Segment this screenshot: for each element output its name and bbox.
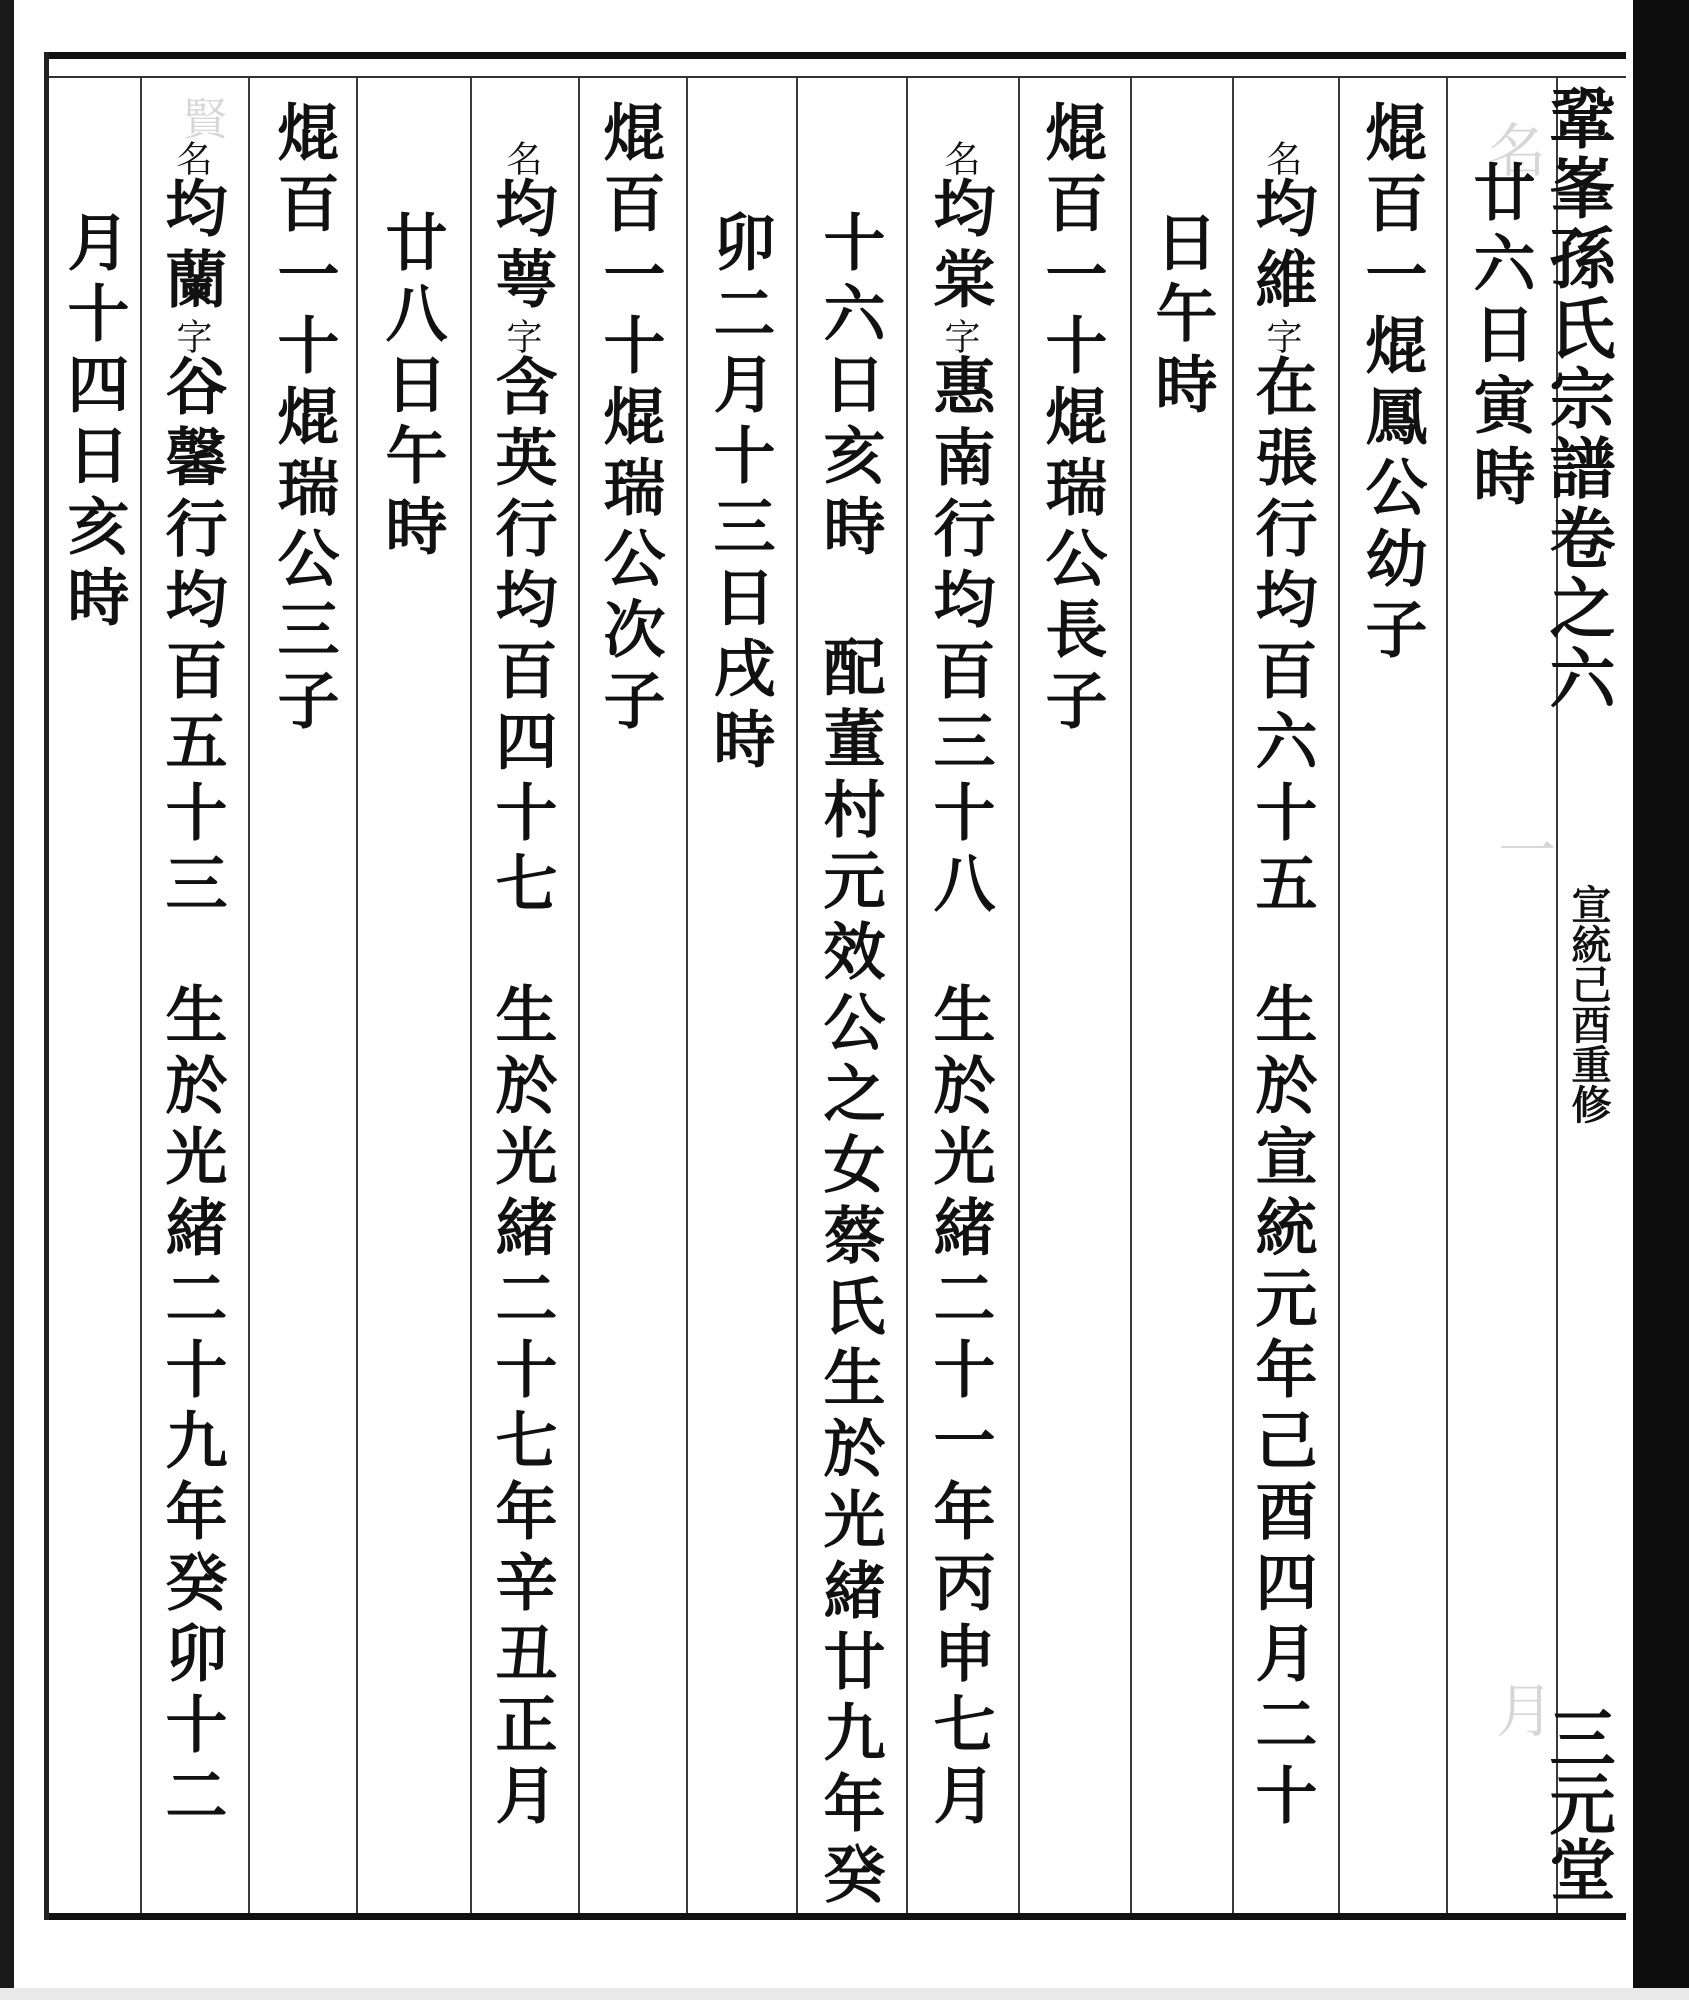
- column-13: [155, 140, 228, 1834]
- column-5: 焜百一十焜瑞公長子: [1035, 100, 1108, 739]
- hall-name: 三元堂: [1538, 1704, 1616, 1902]
- birth-record: 生於光緒二十一年丙申七月: [923, 982, 996, 1834]
- name-label: 名: [939, 140, 980, 176]
- column-rule: [248, 78, 250, 1913]
- edition-note: 宣統己酉重修: [1565, 884, 1612, 1124]
- zi-label: 字: [1261, 318, 1302, 354]
- column-rule: [686, 78, 688, 1913]
- column-rule: [1232, 78, 1234, 1913]
- column-14: 月十四日亥時: [57, 210, 130, 636]
- column-1: 廿六日寅時: [1463, 160, 1536, 515]
- volume-number: 卷之六: [1538, 504, 1616, 714]
- bleed-through-text: 賢: [175, 96, 226, 140]
- birth-record: 生於光緒二十七年辛丑正月: [485, 982, 558, 1834]
- birth-record: 生於光緒二十九年癸卯十二: [155, 982, 228, 1834]
- column-3: [1245, 140, 1318, 1834]
- name-label: 名: [1261, 140, 1302, 176]
- given-name: 均蘭: [155, 176, 228, 318]
- bleed-through-text: 名: [1478, 120, 1546, 178]
- birth-record: 生於宣統元年己酉四月二十: [1245, 982, 1318, 1834]
- column-8: 卯二月十三日戌時: [703, 210, 776, 778]
- scan-edge-right: [1633, 0, 1689, 2000]
- column-rule: [470, 78, 472, 1913]
- column-rule: [1446, 78, 1448, 1913]
- zi-label: 字: [939, 318, 980, 354]
- column-6: [923, 140, 996, 1834]
- courtesy-and-rank: 惠南行均百三十八: [923, 354, 996, 922]
- column-rule: [356, 78, 358, 1913]
- column-11: 廿八日午時: [375, 210, 448, 565]
- scan-edge-left: [0, 0, 14, 2000]
- book-title: 鞏峯孫氏宗譜: [1538, 84, 1616, 504]
- column-rule: [796, 78, 798, 1913]
- column-9: 焜百一十焜瑞公次子: [593, 100, 666, 739]
- zi-label: 字: [171, 318, 212, 354]
- column-rule: [906, 78, 908, 1913]
- column-4: 日午時: [1145, 210, 1218, 423]
- courtesy-and-rank: 谷馨行均百五十三: [155, 354, 228, 922]
- column-2: 焜百一焜鳳公幼子: [1355, 100, 1428, 668]
- spouse-record: 配董村元效公之女蔡氏生於光緒廿九年癸: [813, 635, 886, 1913]
- frame-left-border: [44, 52, 49, 1920]
- frame-inner-rule: [44, 76, 1626, 78]
- column-rule: [140, 78, 142, 1913]
- name-label: 名: [171, 140, 212, 176]
- name-label: 名: [501, 140, 542, 176]
- bleed-through-text: 一: [1488, 820, 1556, 878]
- genealogy-title: [1530, 84, 1625, 714]
- column-rule: [1130, 78, 1132, 1913]
- given-name: 均萼: [485, 176, 558, 318]
- birth-record-continued: 十六日亥時: [813, 210, 886, 565]
- column-rule: [1338, 78, 1340, 1913]
- title-margin: [1538, 84, 1625, 1914]
- column-7: [813, 210, 886, 1913]
- column-10: [485, 140, 558, 1834]
- column-rule: [1018, 78, 1020, 1913]
- column-rule: [578, 78, 580, 1913]
- given-name: 均維: [1245, 176, 1318, 318]
- zi-label: 字: [501, 318, 542, 354]
- column-12: 焜百一十焜瑞公三子: [267, 100, 340, 739]
- courtesy-and-rank: 含英行均百四十七: [485, 354, 558, 922]
- scan-edge-bottom: [0, 1988, 1689, 2000]
- courtesy-and-rank: 在張行均百六十五: [1245, 354, 1318, 922]
- given-name: 均棠: [923, 176, 996, 318]
- bleed-through-text: 月: [1486, 1680, 1554, 1738]
